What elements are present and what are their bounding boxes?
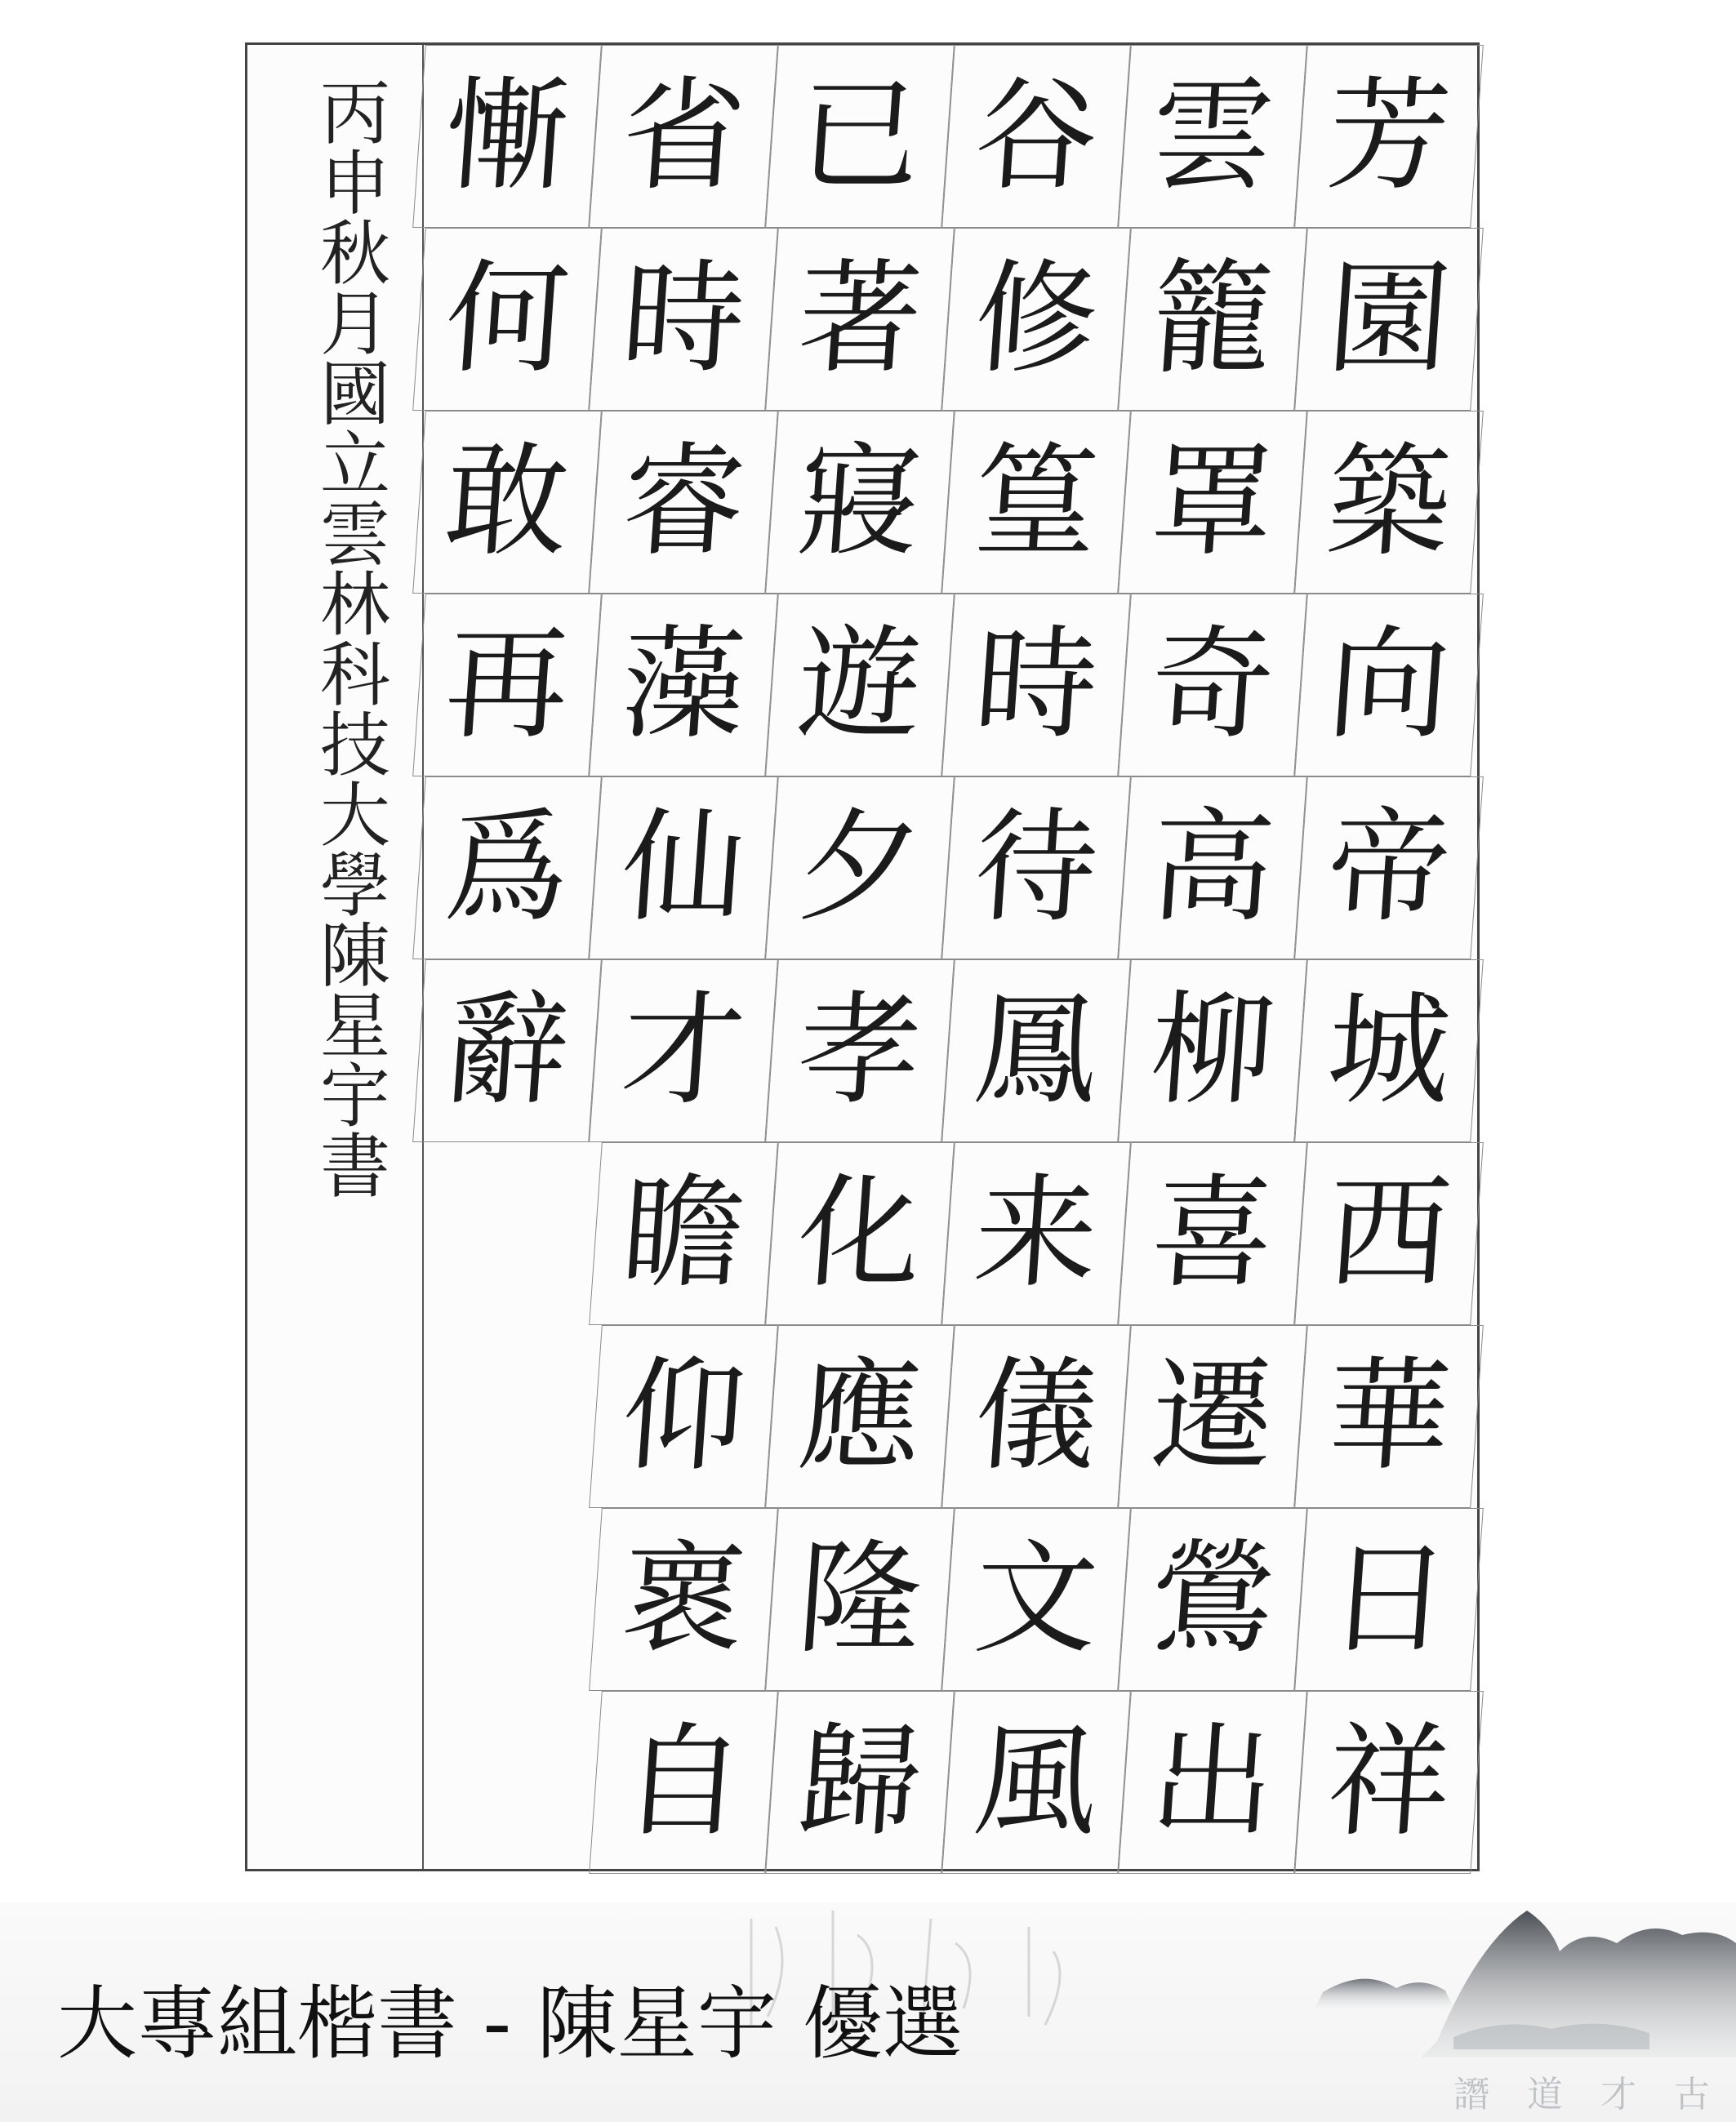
character-cell: 芳 — [1294, 45, 1484, 228]
character-column — [948, 45, 1124, 1869]
character-cell: 谷 — [941, 45, 1131, 228]
character-column — [772, 45, 948, 1869]
character-cell: 文 — [941, 1508, 1131, 1691]
faded-text-decoration: 道 — [1527, 2074, 1563, 2115]
character-cell: 才 — [589, 959, 778, 1142]
character-cell: 隆 — [765, 1508, 955, 1691]
character-cell: 儀 — [941, 1325, 1131, 1508]
ink-mountain-decoration — [1290, 1894, 1736, 2122]
character-cell: 時 — [589, 228, 778, 411]
faded-text-decoration: 古 — [1674, 2074, 1710, 2115]
character-cell: 向 — [1294, 594, 1484, 776]
character-cell: 仙 — [589, 776, 778, 959]
character-cell: 喜 — [1118, 1142, 1307, 1325]
character-cell: 柳 — [1118, 959, 1307, 1142]
character-cell: 築 — [1294, 411, 1484, 594]
character-column — [1301, 45, 1477, 1869]
character-cell: 帝 — [1294, 776, 1484, 959]
character-cell: 祥 — [1294, 1691, 1484, 1874]
faded-text-decoration: 才 — [1600, 2074, 1636, 2115]
character-cell: 寢 — [765, 411, 955, 594]
character-cell: 爲 — [412, 776, 602, 959]
character-cell: 自 — [589, 1691, 778, 1874]
character-cell: 高 — [1118, 776, 1307, 959]
character-cell: 奇 — [1118, 594, 1307, 776]
signature-text: 丙申秋月國立雲林科技大學陳星宇書 — [308, 76, 389, 1199]
character-cell: 仰 — [589, 1325, 778, 1508]
character-cell: 褱 — [589, 1508, 778, 1691]
character-cell: 修 — [941, 228, 1131, 411]
character-cell: 華 — [1294, 1325, 1484, 1508]
artwork-caption: 大專組楷書 - 陳星宇 優選 — [57, 1977, 963, 2071]
character-cell: 歸 — [765, 1691, 955, 1874]
character-column — [595, 45, 772, 1869]
character-cell: 来 — [941, 1142, 1131, 1325]
character-cell: 西 — [1294, 1142, 1484, 1325]
character-column — [1124, 45, 1301, 1869]
character-cell: 化 — [765, 1142, 955, 1325]
character-cell: 篁 — [941, 411, 1131, 594]
character-cell: 出 — [1118, 1691, 1307, 1874]
character-cell: 鳳 — [941, 959, 1131, 1142]
character-cell: 孝 — [765, 959, 955, 1142]
character-cell: 遊 — [765, 594, 955, 776]
character-cell: 城 — [1294, 959, 1484, 1142]
character-cell: 應 — [765, 1325, 955, 1508]
character-cell: 罩 — [1118, 411, 1307, 594]
character-cell: 再 — [412, 594, 602, 776]
character-cell: 時 — [941, 594, 1131, 776]
character-cell: 何 — [412, 228, 602, 411]
character-cell: 瞻 — [589, 1142, 778, 1325]
character-cell: 省 — [589, 45, 778, 228]
character-cell: 風 — [941, 1691, 1131, 1874]
character-cell: 鶯 — [1118, 1508, 1307, 1691]
character-cell: 敢 — [412, 411, 602, 594]
faded-text-decoration: 譖 — [1453, 2074, 1489, 2115]
character-cell: 慚 — [412, 45, 602, 228]
character-cell: 夕 — [765, 776, 955, 959]
character-cell: 園 — [1294, 228, 1484, 411]
character-cell: 遷 — [1118, 1325, 1307, 1508]
character-cell: 辭 — [412, 959, 602, 1142]
character-column — [419, 45, 595, 1869]
character-cell: 雲 — [1118, 45, 1307, 228]
character-cell: 待 — [941, 776, 1131, 959]
character-cell: 籠 — [1118, 228, 1307, 411]
signature-column — [247, 45, 424, 1869]
calligraphy-sheet — [245, 42, 1480, 1871]
character-cell: 睿 — [589, 411, 778, 594]
character-cell: 藻 — [589, 594, 778, 776]
character-cell: 著 — [765, 228, 955, 411]
character-cell: 日 — [1294, 1508, 1484, 1691]
character-cell: 已 — [765, 45, 955, 228]
